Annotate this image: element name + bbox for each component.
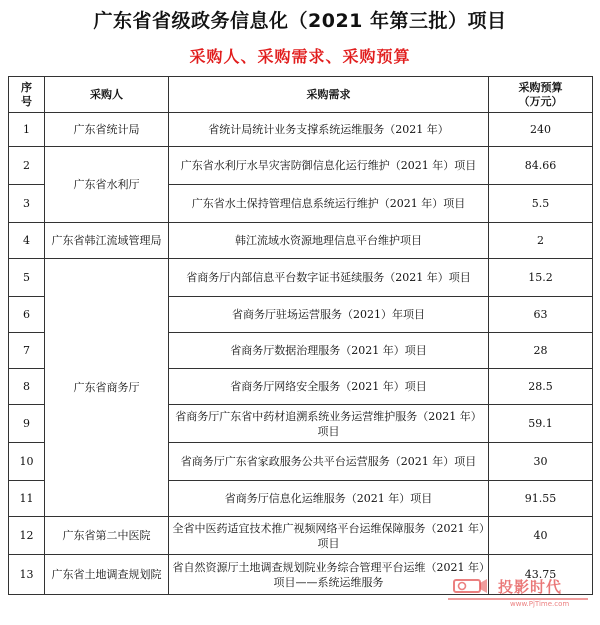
row-no: 5 [9,259,45,297]
row-buyer: 广东省统计局 [45,113,169,147]
row-no: 3 [9,185,45,223]
row-budget: 15.2 [489,259,593,297]
watermark-url: www.PjTime.com [510,600,570,608]
row-budget: 63 [489,297,593,333]
header-no-text: 序 号 [21,80,32,108]
document-title: 广东省省级政务信息化（2021 年第三批）项目 [93,10,507,32]
row-demand: 韩江流域水资源地理信息平台维护项目 [169,223,489,259]
row-no: 7 [9,333,45,369]
projector-logo-icon [452,576,488,596]
row-budget: 40 [489,517,593,555]
row-buyer: 广东省第二中医院 [45,517,169,555]
row-buyer: 广东省商务厅 [45,259,169,517]
row-buyer: 广东省韩江流域管理局 [45,223,169,259]
row-demand: 省统计局统计业务支撑系统运维服务（2021 年） [169,113,489,147]
header-budget [489,77,593,113]
row-demand: 全省中医药适宜技术推广视频网络平台运维保障服务（2021 年）项目 [169,517,489,555]
document-subtitle: 采购人、采购需求、采购预算 [189,47,411,66]
row-budget: 28 [489,333,593,369]
row-demand: 省商务厅广东省中药材追溯系统业务运营维护服务（2021 年）项目 [169,405,489,443]
row-demand: 省商务厅内部信息平台数字证书延续服务（2021 年）项目 [169,259,489,297]
row-demand: 省商务厅广东省家政服务公共平台运营服务（2021 年）项目 [169,443,489,481]
table-row [9,259,593,297]
header-no [9,77,45,113]
row-demand: 省商务厅网络安全服务（2021 年）项目 [169,369,489,405]
row-budget: 5.5 [489,185,593,223]
row-buyer: 广东省土地调查规划院 [45,555,169,595]
row-no: 13 [9,555,45,595]
row-no: 10 [9,443,45,481]
row-demand: 省商务厅数据治理服务（2021 年）项目 [169,333,489,369]
row-no: 6 [9,297,45,333]
table-row [9,147,593,185]
procurement-table [8,76,593,595]
header-budget-text: 采购预算 （万元） [518,80,563,108]
header-demand: 采购需求 [169,77,489,113]
row-demand: 省商务厅驻场运营服务（2021）年项目 [169,297,489,333]
row-budget: 84.66 [489,147,593,185]
row-budget: 30 [489,443,593,481]
table-row [9,113,593,147]
row-budget: 2 [489,223,593,259]
row-no: 4 [9,223,45,259]
row-no: 9 [9,405,45,443]
row-budget: 43.75 [489,555,593,595]
row-no: 1 [9,113,45,147]
watermark-text: 投影时代 [498,578,563,596]
row-demand: 省自然资源厅土地调查规划院业务综合管理平台运维（2021 年）项目——系统运维服务 [169,555,489,595]
row-budget: 91.55 [489,481,593,517]
row-no: 11 [9,481,45,517]
row-buyer: 广东省水利厅 [45,147,169,223]
row-budget: 240 [489,113,593,147]
row-demand: 省商务厅信息化运维服务（2021 年）项目 [169,481,489,517]
table-row [9,223,593,259]
row-no: 12 [9,517,45,555]
watermark [440,572,590,618]
row-no: 2 [9,147,45,185]
row-budget: 59.1 [489,405,593,443]
row-demand: 广东省水利厅水旱灾害防御信息化运行维护（2021 年）项目 [169,147,489,185]
row-no: 8 [9,369,45,405]
header-buyer: 采购人 [45,77,169,113]
table-row [9,517,593,555]
table-header-row [9,77,593,113]
row-demand: 广东省水土保持管理信息系统运行维护（2021 年）项目 [169,185,489,223]
row-budget: 28.5 [489,369,593,405]
